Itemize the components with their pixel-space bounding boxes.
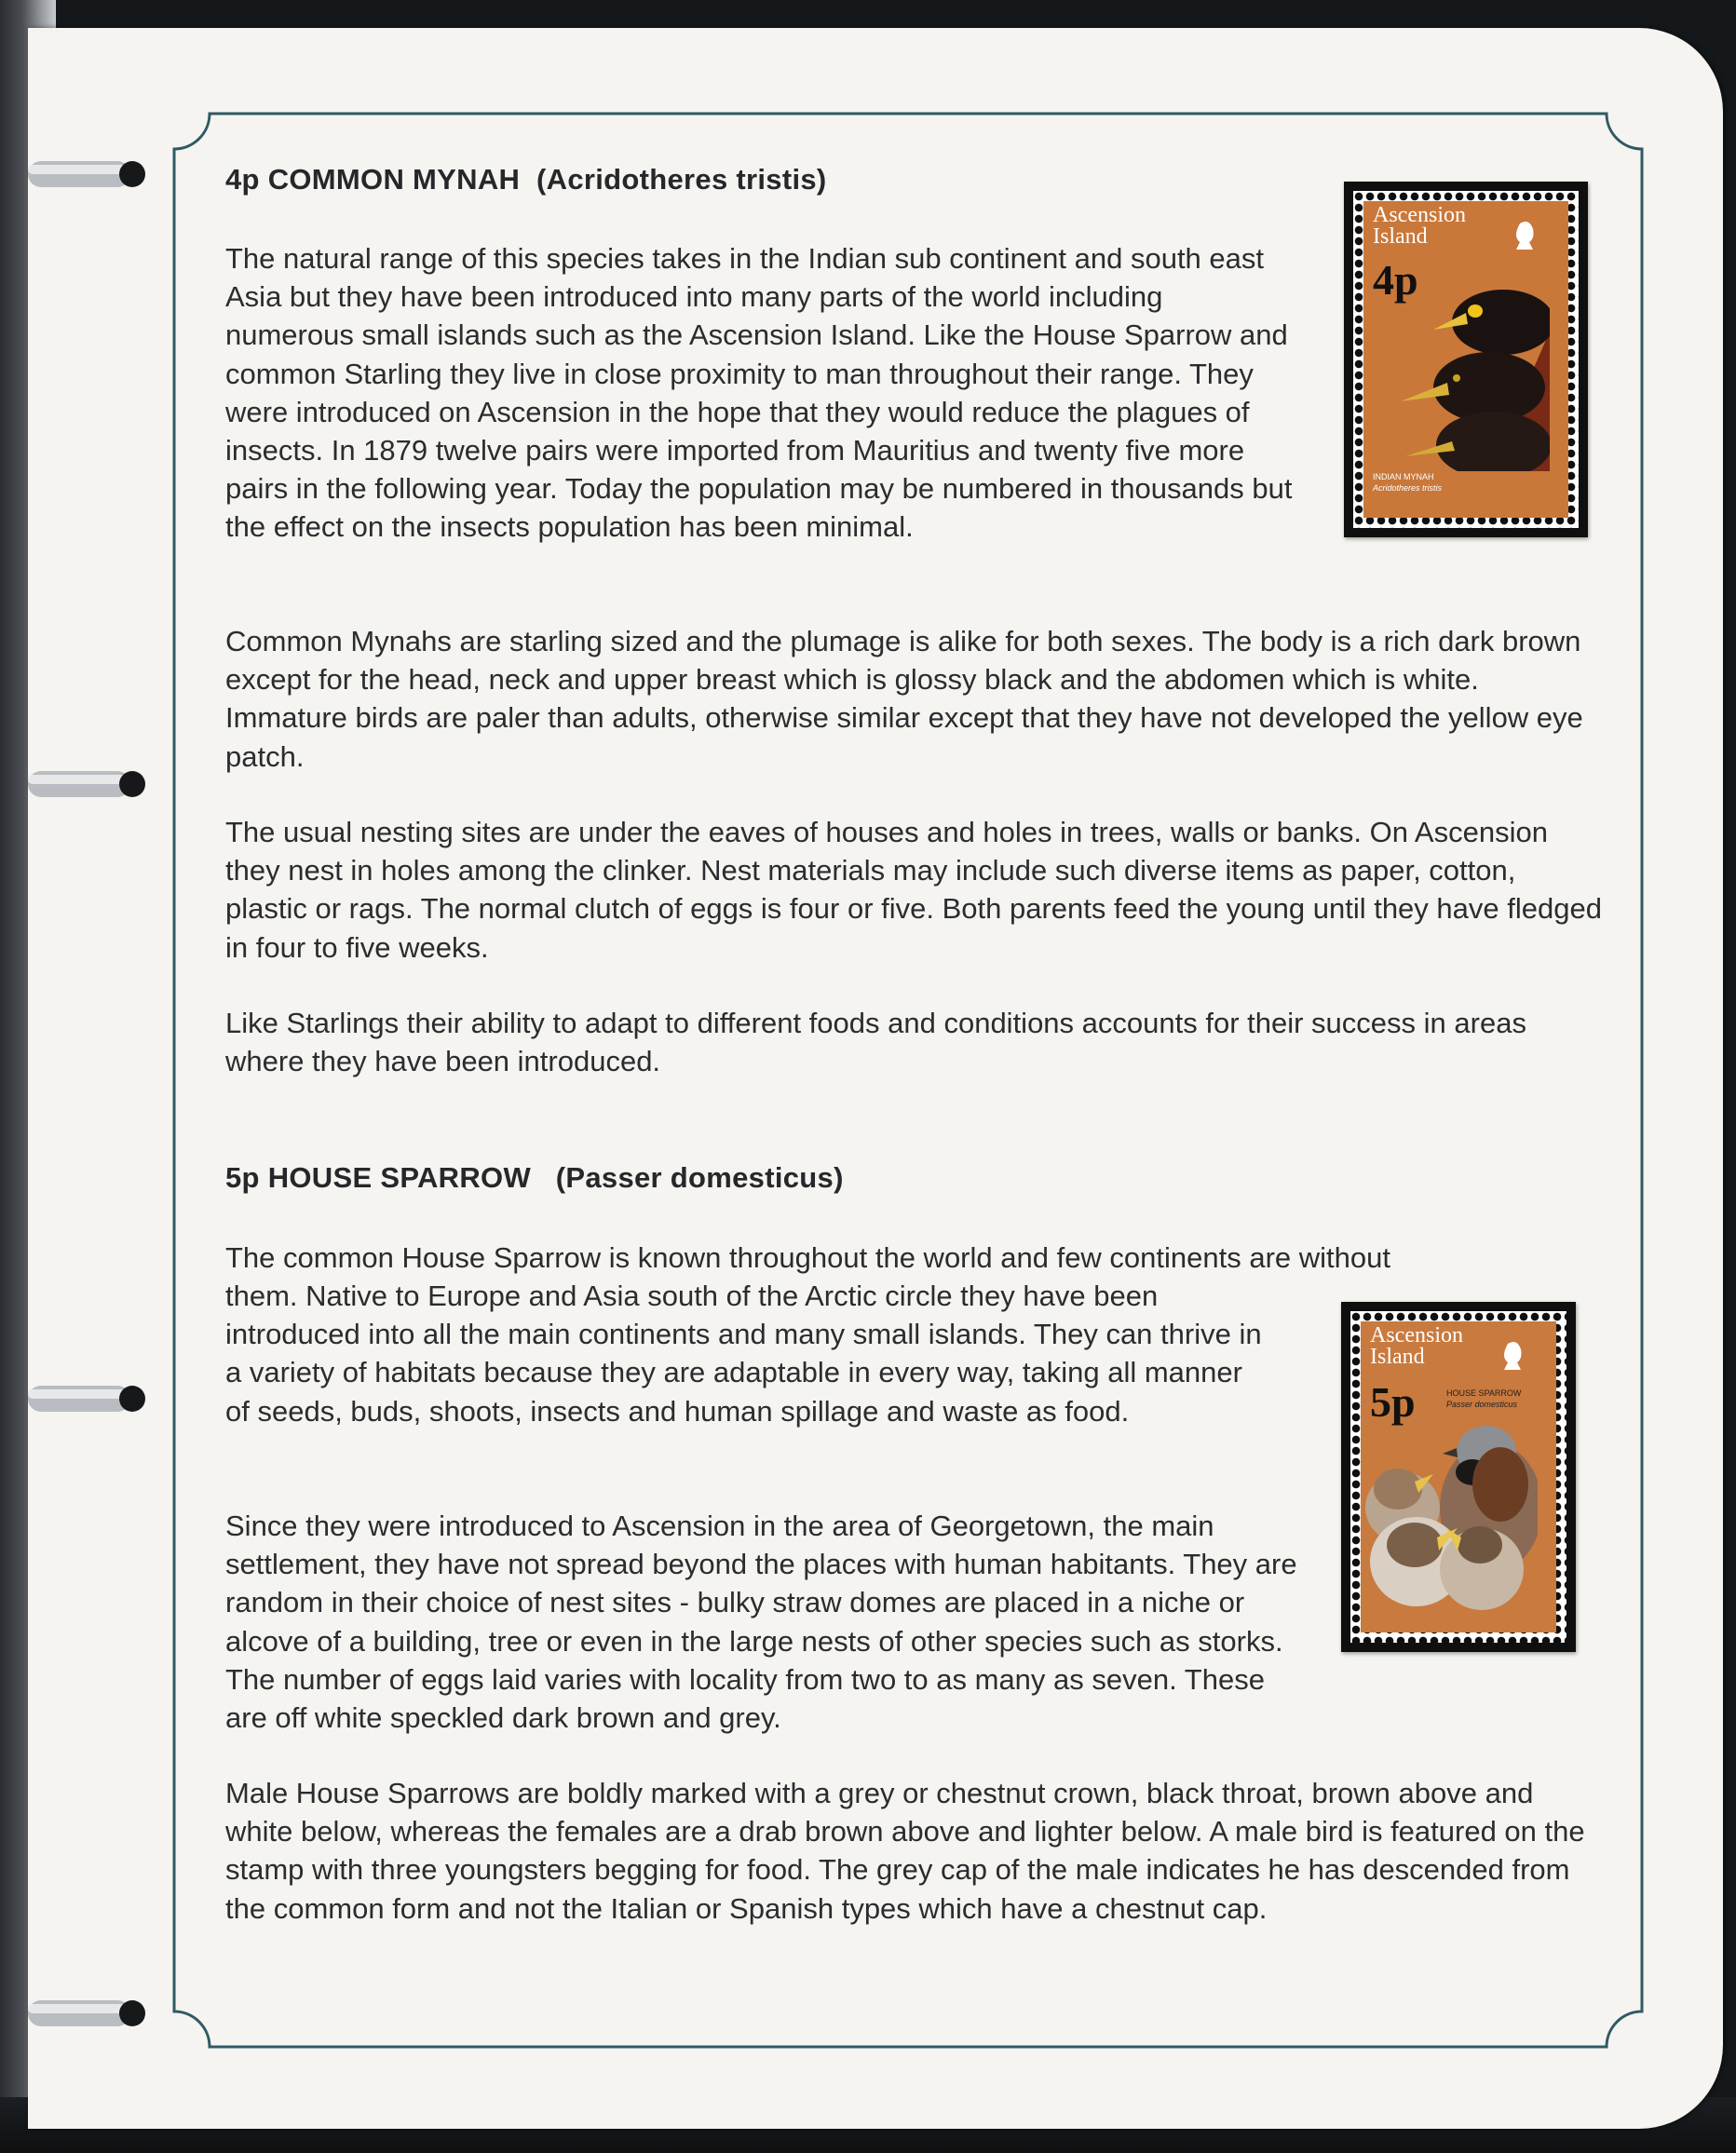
- stamp-country-line: Ascension: [1370, 1323, 1463, 1347]
- binder-ring: [28, 144, 168, 204]
- stamp-value: 4p: [1373, 256, 1418, 304]
- sparrow-intro: [225, 1239, 1602, 1277]
- stamp-caption-name: HOUSE SPARROW: [1446, 1388, 1522, 1398]
- paragraph: them. Native to Europe and Asia south of the Arctic circle they have been introduced into all the main continents and many small islands. They can thrive in a variety of habitats because they are adaptable in every way, taking all manner of seeds, buds, shoots, insects and human spillage and waste as food.: [225, 1280, 1262, 1428]
- stamp-country-line: Island: [1370, 1345, 1425, 1369]
- paragraph-line: The common House Sparrow is known throughout the world and few continents are without: [225, 1241, 1391, 1274]
- binder-ring: [28, 1984, 168, 2043]
- section-heading-mynah: 4p COMMON MYNAH (Acridotheres tristis): [225, 163, 827, 196]
- binder-ring: [28, 754, 168, 814]
- stamp-value: 5p: [1370, 1378, 1416, 1426]
- stamp-country: [1370, 1325, 1463, 1368]
- paragraph: Male House Sparrows are boldly marked with a grey or chestnut crown, black throat, brown above and white below, whereas the females are a drab brown above and lighter below. A male bird is featured on the stamp with three youngsters begging for food. The grey cap of the male indicates he has descended from the common form and not the Italian or Spanish types which have a chestnut cap.: [225, 1777, 1585, 1925]
- stamp-sparrow: [1341, 1302, 1576, 1652]
- paragraph: Since they were introduced to Ascension in the area of Georgetown, the main settlement, they have not spread beyond the places with human habitants. They are random in their choice of nest sites - bulky straw domes are placed in a niche or alcove of a building, tree or even in the large nests of other species such as storks. The number of eggs laid varies with locality from two to as many as seven. These are off white speckled dark brown and grey.: [225, 1510, 1297, 1735]
- stamp-caption-latin: Passer domesticus: [1446, 1400, 1518, 1409]
- stamp-country-line: Ascension: [1373, 203, 1466, 227]
- binder-ring: [28, 1369, 168, 1429]
- paragraph: Like Starlings their ability to adapt to different foods and conditions accounts for their success in areas where they have been introduced.: [225, 1007, 1526, 1078]
- stamp-face: [1361, 1321, 1556, 1632]
- stamp-perforations: [1353, 191, 1579, 528]
- stamp-country: [1373, 205, 1466, 248]
- stamp-face: [1363, 201, 1568, 518]
- stamp-caption-name: INDIAN MYNAH: [1373, 472, 1434, 481]
- section-heading-sparrow: 5p HOUSE SPARROW (Passer domesticus): [225, 1161, 844, 1194]
- paragraph: The usual nesting sites are under the eaves of houses and holes in trees, walls or banks. On Ascension they nest in holes among the clinker. Nest materials may include such diverse items as paper, cotton, plastic or rags. The normal clutch of eggs is four or five. Both parents feed the young until they have fledged in four to five weeks.: [225, 816, 1602, 964]
- stamp-perforations: [1350, 1311, 1566, 1643]
- paragraph: The natural range of this species takes in the Indian sub continent and south east Asia but they have been introduced into many parts of the world including numerous small islands such as the Ascension Island. Like the House Sparrow and common Starling they live in close proximity to man throughout their range. They were introduced on Ascension in the hope that they would reduce the plagues of insects. In 1879 twelve pairs were imported from Mauritius and twenty five more pairs in the following year. Today the population may be numbered in thousands but the effect on the insects population has been minimal.: [225, 242, 1293, 544]
- stamp-mynah: [1344, 182, 1588, 537]
- stamp-caption-latin: Acridotheres tristis: [1373, 483, 1443, 493]
- stamp-country-line: Island: [1373, 224, 1428, 249]
- paragraph: Common Mynahs are starling sized and the plumage is alike for both sexes. The body is a rich dark brown except for the head, neck and upper breast which is glossy black and the abdomen which is white. Immature birds are paler than adults, otherwise similar except that they have not developed the yellow eye patch.: [225, 625, 1583, 773]
